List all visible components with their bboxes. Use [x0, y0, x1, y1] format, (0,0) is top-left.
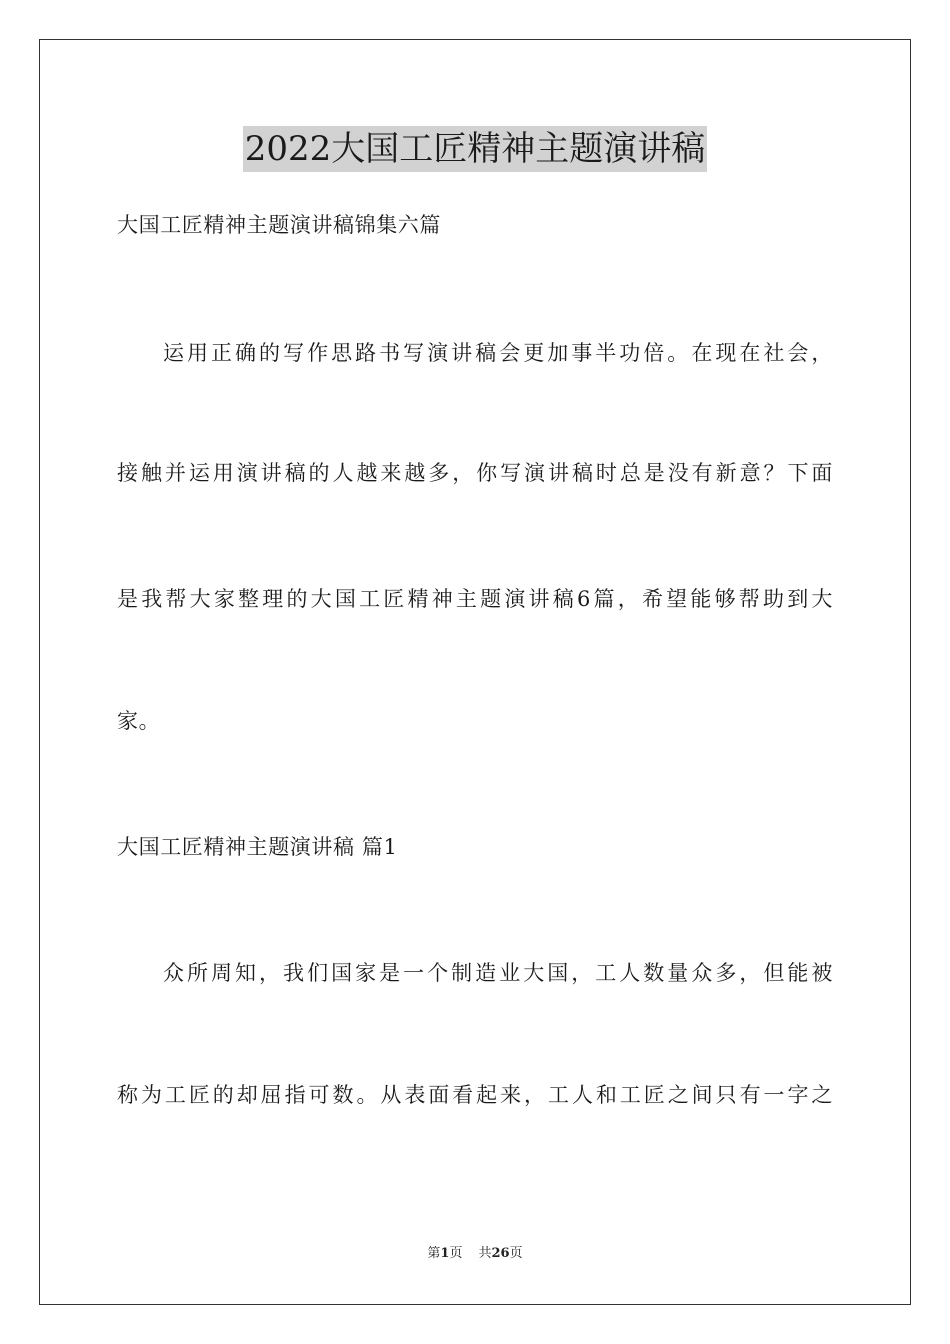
paragraph-line: 家。	[117, 709, 161, 733]
paragraph-line: 众所周知，我们国家是一个制造业大国，工人数量众多，但能被	[163, 961, 833, 985]
paragraph-line: 是我帮大家整理的大国工匠精神主题演讲稿6篇，希望能够帮助到大	[117, 587, 833, 611]
title-wrap	[0, 126, 950, 172]
footer-page-prefix: 第	[427, 1246, 441, 1261]
paragraph-line: 运用正确的写作思路书写演讲稿会更加事半功倍。在现在社会，	[163, 341, 833, 365]
document-subtitle: 大国工匠精神主题演讲稿锦集六篇	[117, 213, 441, 237]
footer-page-current: 1	[440, 1246, 450, 1261]
document-title: 2022大国工匠精神主题演讲稿	[243, 126, 708, 172]
paragraph-line: 称为工匠的却屈指可数。从表面看起来，工人和工匠之间只有一字之	[117, 1083, 833, 1107]
page-footer	[0, 1245, 950, 1263]
footer-total-prefix: 共	[478, 1246, 492, 1261]
footer-total-suffix: 页	[509, 1246, 523, 1261]
footer-page-total: 26	[491, 1246, 510, 1261]
section-heading: 大国工匠精神主题演讲稿 篇1	[117, 835, 398, 859]
footer-page-suffix: 页	[449, 1246, 463, 1261]
paragraph-line: 接触并运用演讲稿的人越来越多，你写演讲稿时总是没有新意？下面	[117, 461, 833, 485]
